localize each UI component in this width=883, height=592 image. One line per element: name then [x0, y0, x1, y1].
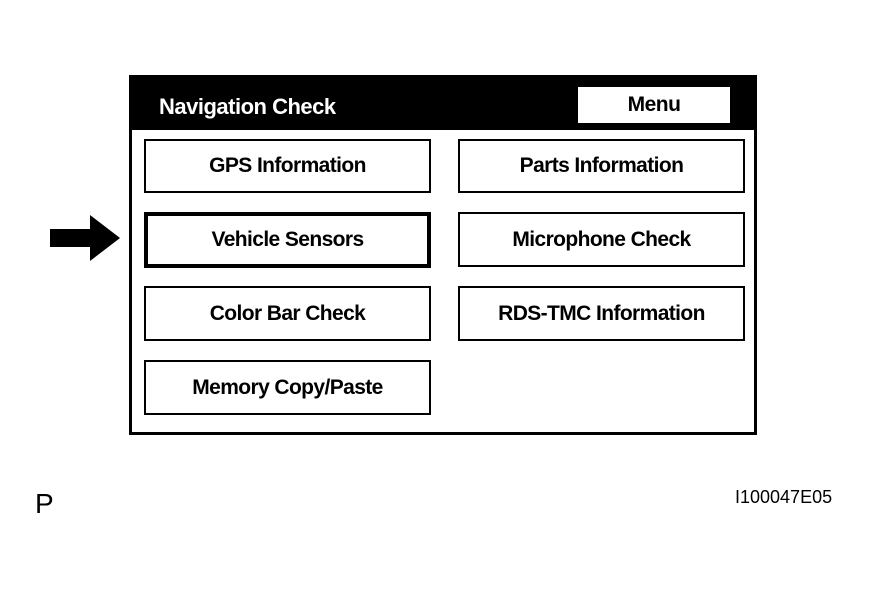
navigation-check-screen	[129, 75, 757, 435]
corner-letter: P	[35, 488, 54, 519]
vehicle-sensors-button[interactable]: Vehicle Sensors	[144, 212, 431, 268]
right-arrow-icon	[50, 215, 120, 261]
memory-copy-paste-button[interactable]: Memory Copy/Paste	[144, 360, 431, 415]
menu-button[interactable]: Menu	[578, 87, 730, 123]
rds-tmc-information-button[interactable]: RDS-TMC Information	[458, 286, 745, 341]
page-title: Navigation Check	[159, 94, 336, 119]
color-bar-check-button[interactable]: Color Bar Check	[144, 286, 431, 341]
header-bar	[132, 78, 754, 130]
parts-information-button[interactable]: Parts Information	[458, 139, 745, 193]
figure-id: I100047E05	[735, 487, 833, 507]
gps-information-button[interactable]: GPS Information	[144, 139, 431, 193]
microphone-check-button[interactable]: Microphone Check	[458, 212, 745, 267]
